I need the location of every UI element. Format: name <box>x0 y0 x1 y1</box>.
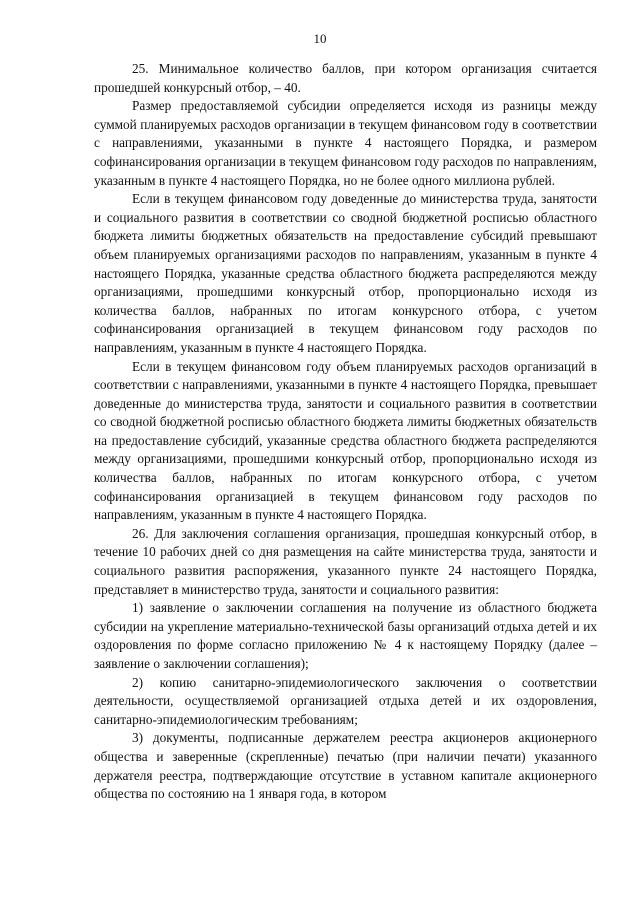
list-item-1: 1) заявление о заключении соглашения на получение из областного бюджета субсидии на укрепление материально-технической базы организаций отдыха детей и их оздоровления по форме согласно приложению № 4 к настоящему Порядку (далее – заявление о заключении соглашения); <box>94 600 597 671</box>
page-number: 10 <box>313 31 327 46</box>
paragraph-limits-exceed: Если в текущем финансовом году доведенные до министерства труда, занятости и социального развития в соответствии со сводной бюджетной росписью областного бюджета лимиты бюджетных обязательств на предоставление субсидий превышают объем планируемых организациями расходов по направлениям, указанным в пункте 4 настоящего Порядка, указанные средства областного бюджета распределяются между организациями, прошедшими конкурсный отбор, пропорционально исходя из количества баллов, набранных по итогам конкурсного отбора, с учетом софинансирования организацией в текущем финансовом году расходов по направлениям, указанным в пункте 4 настоящего Порядка. <box>94 191 597 355</box>
paragraph-expenses-exceed: Если в текущем финансовом году объем планируемых расходов организаций в соответствии с направлениями, указанными в пункте 4 настоящего Порядка, превышает доведенные до министерства труда, занятости и социального развития в соответствии со сводной бюджетной росписью областного бюджета лимиты бюджетных обязательств на предоставление субсидий, указанные средства областного бюджета распределяются между организациями, прошедшими конкурсный отбор, пропорционально исходя из количества баллов, набранных по итогам конкурсного отбора, с учетом софинансирования организацией в текущем финансовом году расходов по направлениям, указанным в пункте 4 настоящего Порядка. <box>94 358 597 523</box>
document-body <box>94 60 597 804</box>
paragraph-subsidy-size: Размер предоставляемой субсидии определяется исходя из разницы между суммой планируемых расходов организации в текущем финансовом году в соответствии с направлениями, указанными в пункте 4 настоящего Порядка, и размером софинансирования организации в текущем финансовом году расходов по направлениям, указанным в пункте 4 настоящего Порядка, но не более одного миллиона рублей. <box>94 98 597 188</box>
list-item-3: 3) документы, подписанные держателем реестра акционеров акционерного общества и заверенные (скрепленные) печатью (при наличии печати) указанного держателя реестра, подтверждающие отсутствие в уставном капитале акционерного общества по состоянию на 1 января года, в котором <box>94 730 597 802</box>
paragraph-item-26: 26. Для заключения соглашения организация, прошедшая конкурсный отбор, в течение 10 рабочих дней со дня размещения на сайте министерства труда, занятости и социального развития распоряжения, указанного пункте 24 настоящего Порядка, представляет в министерство труда, занятости и социального развития: <box>94 525 597 597</box>
paragraph-item-25: 25. Минимальное количество баллов, при котором организация считается прошедшей конкурсный отбор, – 40. <box>94 61 597 95</box>
list-item-2: 2) копию санитарно-эпидемиологического заключения о соответствии деятельности, осуществляемой организацией отдыха детей и их оздоровления, санитарно-эпидемиологическим требованиям; <box>94 674 597 727</box>
